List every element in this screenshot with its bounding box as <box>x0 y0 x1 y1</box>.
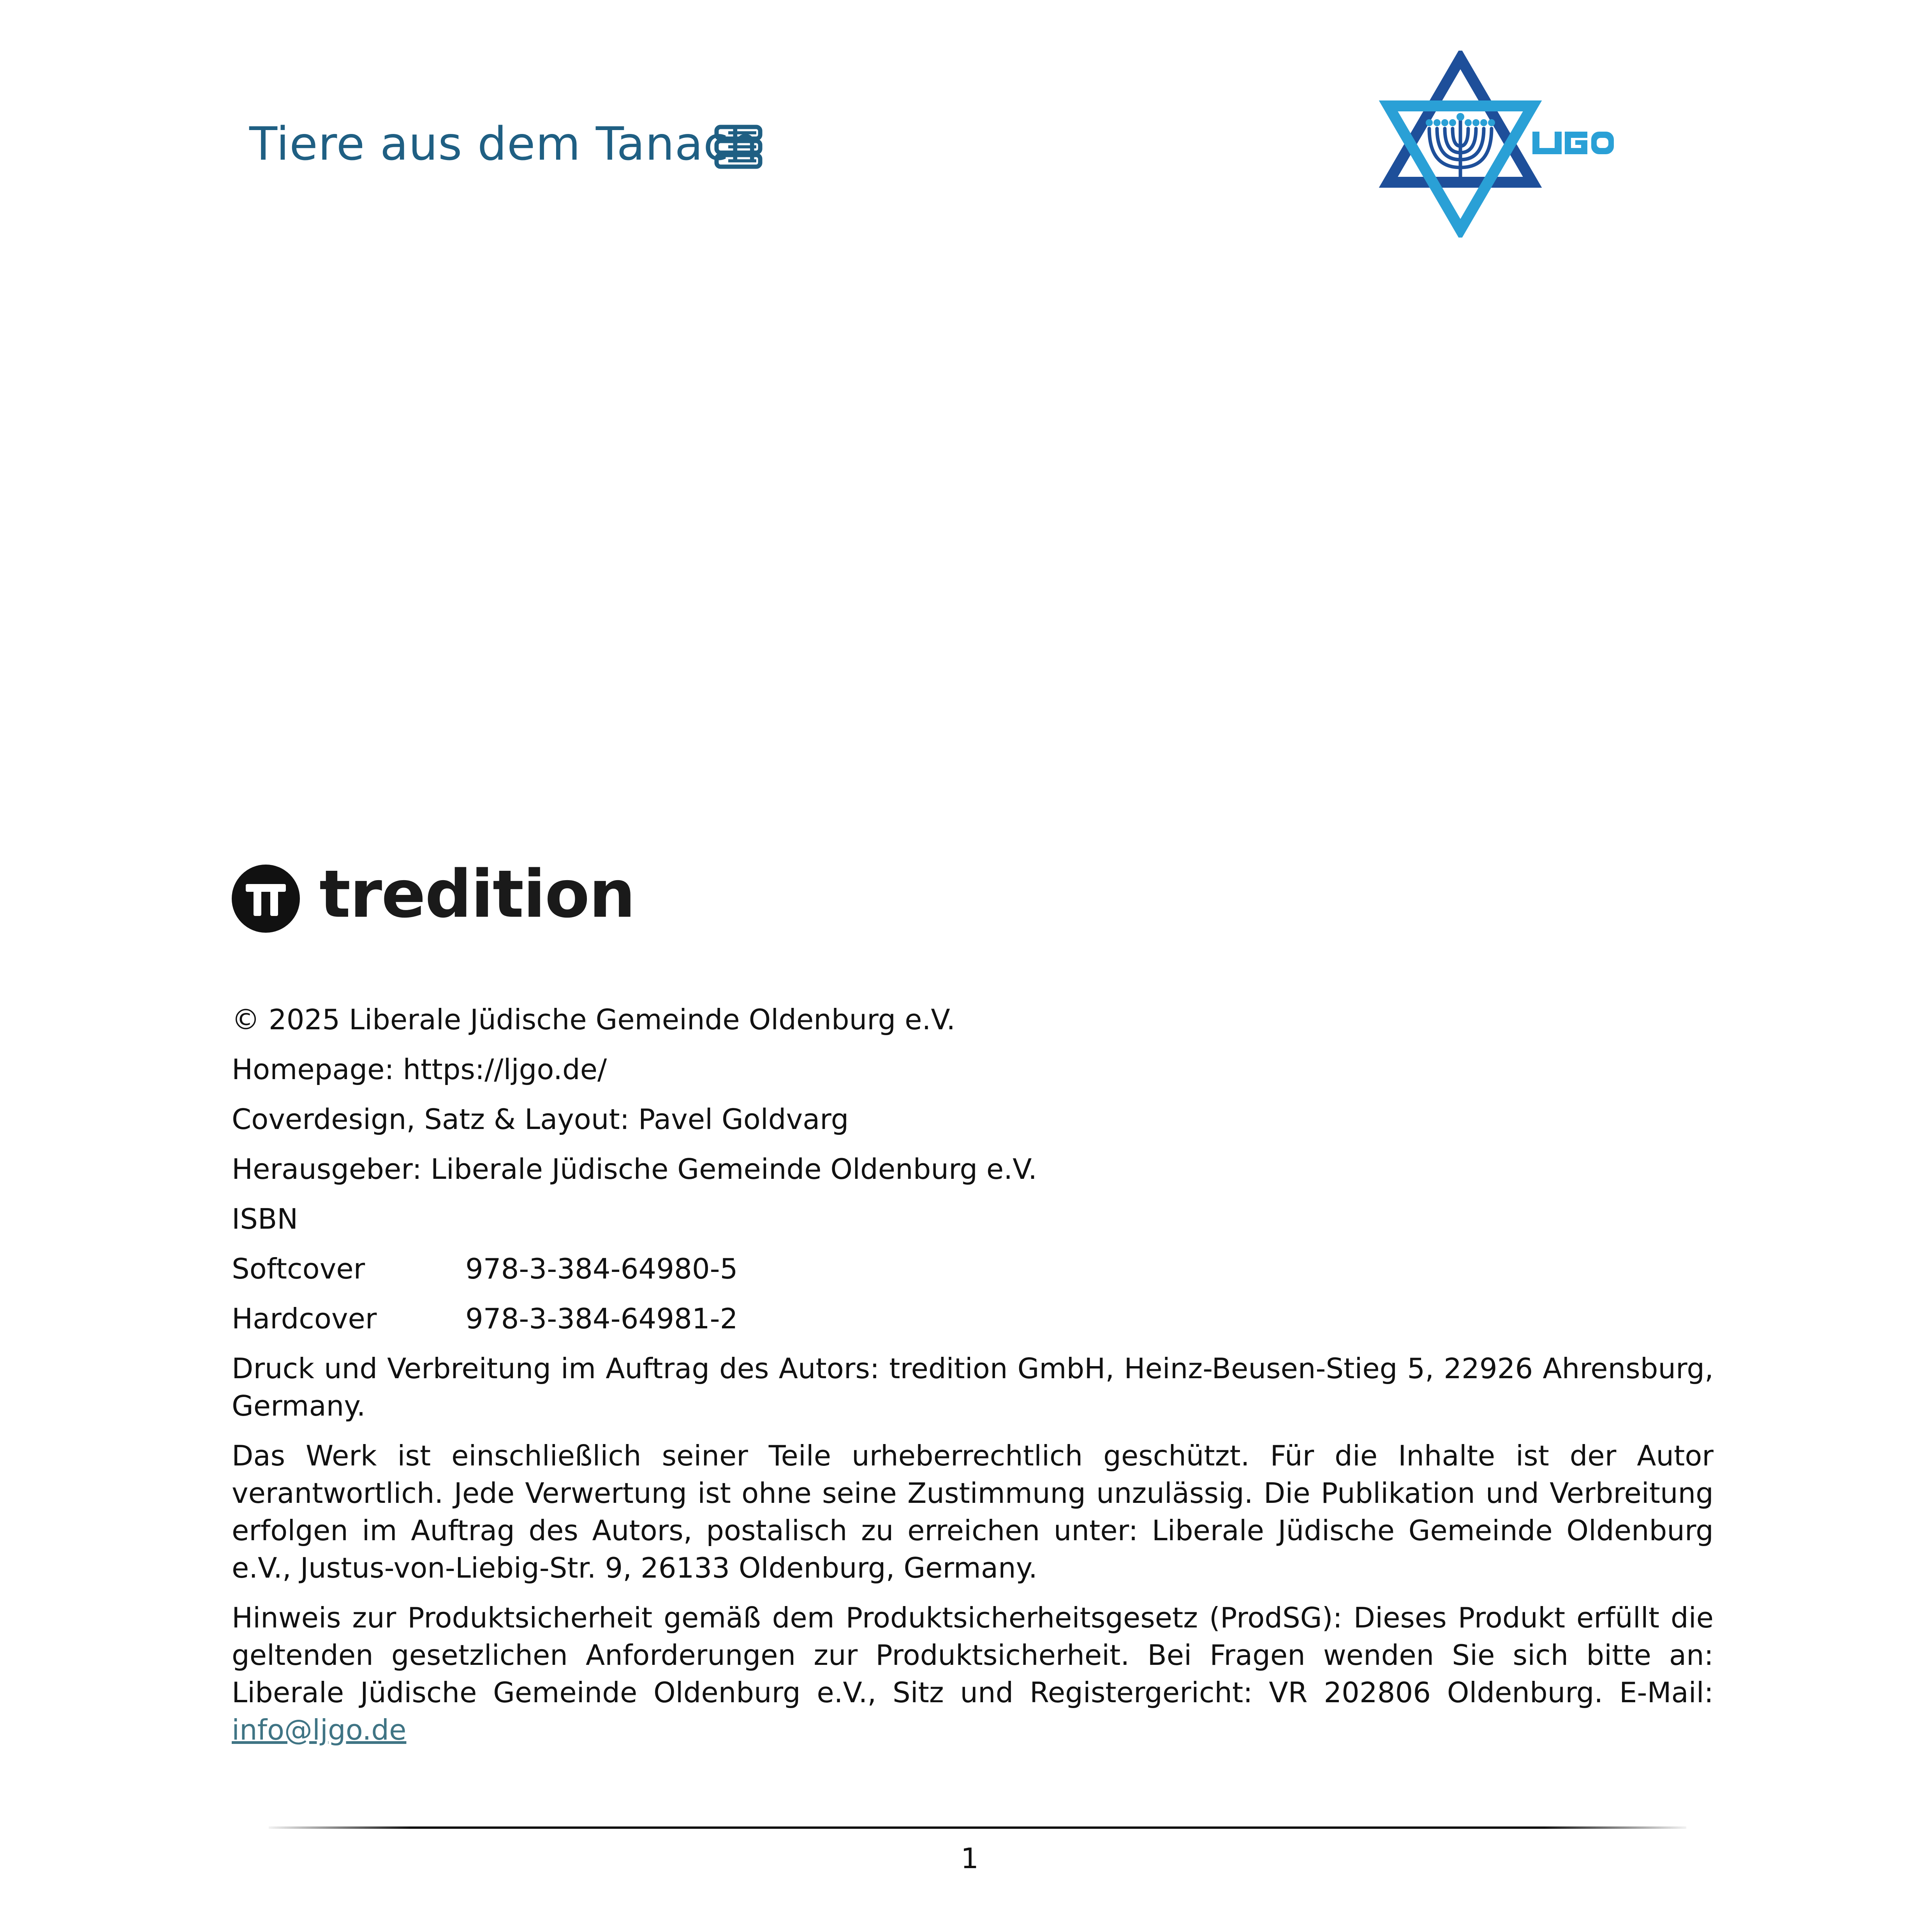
print-distribution-line: Druck und Verbreitung im Auftrag des Autors: tredition GmbH, Heinz-Beusen-Stieg 5, 22926 Ahrensburg, Germany. <box>232 1352 1714 1422</box>
imprint-block <box>232 1001 1714 1761</box>
product-safety-paragraph <box>232 1599 1714 1749</box>
books-stack-icon <box>713 124 763 170</box>
footer-divider <box>269 1826 1686 1829</box>
isbn-row-hardcover <box>232 1300 1714 1337</box>
isbn-number: 978-3-384-64981-2 <box>465 1302 738 1335</box>
isbn-type: Hardcover <box>232 1302 377 1335</box>
isbn-label: ISBN <box>232 1203 298 1235</box>
publisher-line: Herausgeber: Liberale Jüdische Gemeinde Oldenburg e.V. <box>232 1153 1037 1185</box>
book-title: Tiere aus dem Tanach <box>249 117 759 171</box>
copyright-line: © 2025 Liberale Jüdische Gemeinde Oldenburg e.V. <box>232 1003 956 1036</box>
ljgo-logo <box>1379 51 1628 238</box>
isbn-type: Softcover <box>232 1252 365 1285</box>
email-link[interactable]: info@ljgo.de <box>232 1714 407 1746</box>
isbn-number: 978-3-384-64980-5 <box>465 1252 738 1285</box>
menorah-icon <box>1429 119 1492 183</box>
rights-paragraph: Das Werk ist einschließlich seiner Teile urheberrechtlich geschützt. Für die Inhalte ist der Autor verantwortlich. Jede Verwertung ist ohne seine Zustimmung unzulässig. Die Publikation und Verbreitung erfolgen im Auftrag des Autors, postalisch zu erreichen unter: Liberale Jüdische Gemeinde Oldenburg e.V., Justus-von-Liebig-Str. 9, 26133 Oldenburg, Germany. <box>232 1439 1714 1584</box>
tredition-wordmark: tredition <box>319 856 635 932</box>
product-safety-text: Hinweis zur Produktsicherheit gemäß dem Produktsicherheitsgesetz (ProdSG): Dieses Produkt erfüllt die geltenden gesetzlichen Anforderungen zur Produktsicherheit. Bei Fragen wenden Sie sich bitte an: Liberale Jüdische Gemeinde Oldenburg e.V., Sitz und Registergericht: VR 202806 Oldenburg. E-Mail: <box>232 1601 1714 1709</box>
homepage-line: Homepage: https://ljgo.de/ <box>232 1053 607 1086</box>
isbn-row-softcover <box>232 1250 1714 1287</box>
cover-credit-line: Coverdesign, Satz & Layout: Pavel Goldvarg <box>232 1103 849 1136</box>
tredition-mark-icon <box>232 865 300 933</box>
page-number: 1 <box>961 1842 979 1875</box>
